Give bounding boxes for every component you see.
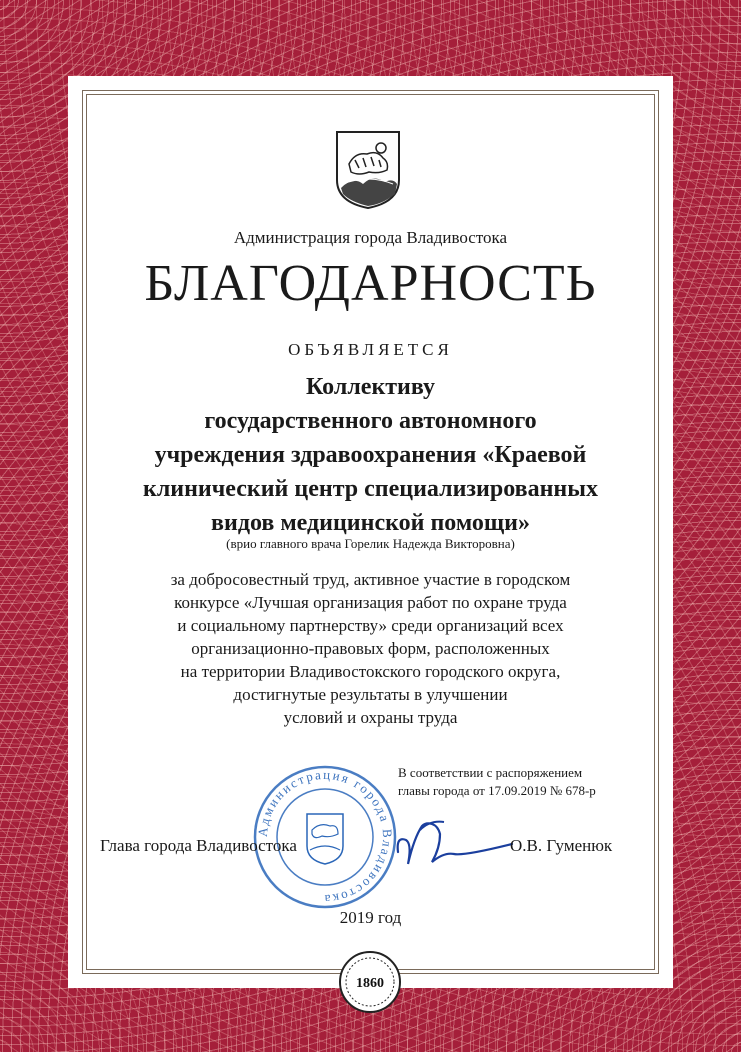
certificate-title: БЛАГОДАРНОСТЬ (144, 255, 597, 312)
recipient-note: (врио главного врача Горелик Надежда Викторовна) (226, 536, 515, 551)
signatory-title: Глава города Владивостока (100, 836, 297, 855)
city-emblem-icon (333, 128, 403, 210)
body-line: на территории Владивостокского городского округа, (180, 662, 561, 681)
certificate-year: 2019 год (339, 908, 402, 927)
recipient-line: клинический центр специализированных (142, 476, 598, 502)
seal-year: 1860 (356, 976, 384, 991)
signature-icon (392, 812, 522, 872)
body-line: за добросовестный труд, активное участие в городском (170, 570, 571, 589)
body-line: и социальному партнерству» среди организаций всех (177, 616, 564, 635)
recipient-line: государственного автономного (204, 408, 537, 434)
order-line: В соответствии с распоряжением (398, 765, 583, 780)
order-reference (398, 764, 648, 800)
issuer-name: Администрация города Владивостока (233, 228, 508, 247)
recipient-line: учреждения здравоохранения «Краевой (154, 442, 587, 468)
announcement-word: ОБЪЯВЛЯЕТСЯ (288, 340, 453, 359)
body-line: достигнутые результаты в улучшении (233, 685, 508, 704)
signatory-name: О.В. Гуменюк (510, 836, 613, 855)
stamp-text: Администрация города Владивостока (254, 766, 396, 908)
body-line: конкурсе «Лучшая организация работ по охране труда (174, 593, 567, 612)
body-line: условий и охраны труда (283, 708, 458, 727)
recipient-line: видов медицинской помощи» (211, 510, 530, 536)
founding-year-seal-icon (338, 950, 402, 1014)
order-line: главы города от 17.09.2019 № 678-р (398, 783, 596, 798)
body-line: организационно-правовых форм, расположенных (191, 639, 550, 658)
recipient-line: Коллективу (305, 374, 436, 400)
